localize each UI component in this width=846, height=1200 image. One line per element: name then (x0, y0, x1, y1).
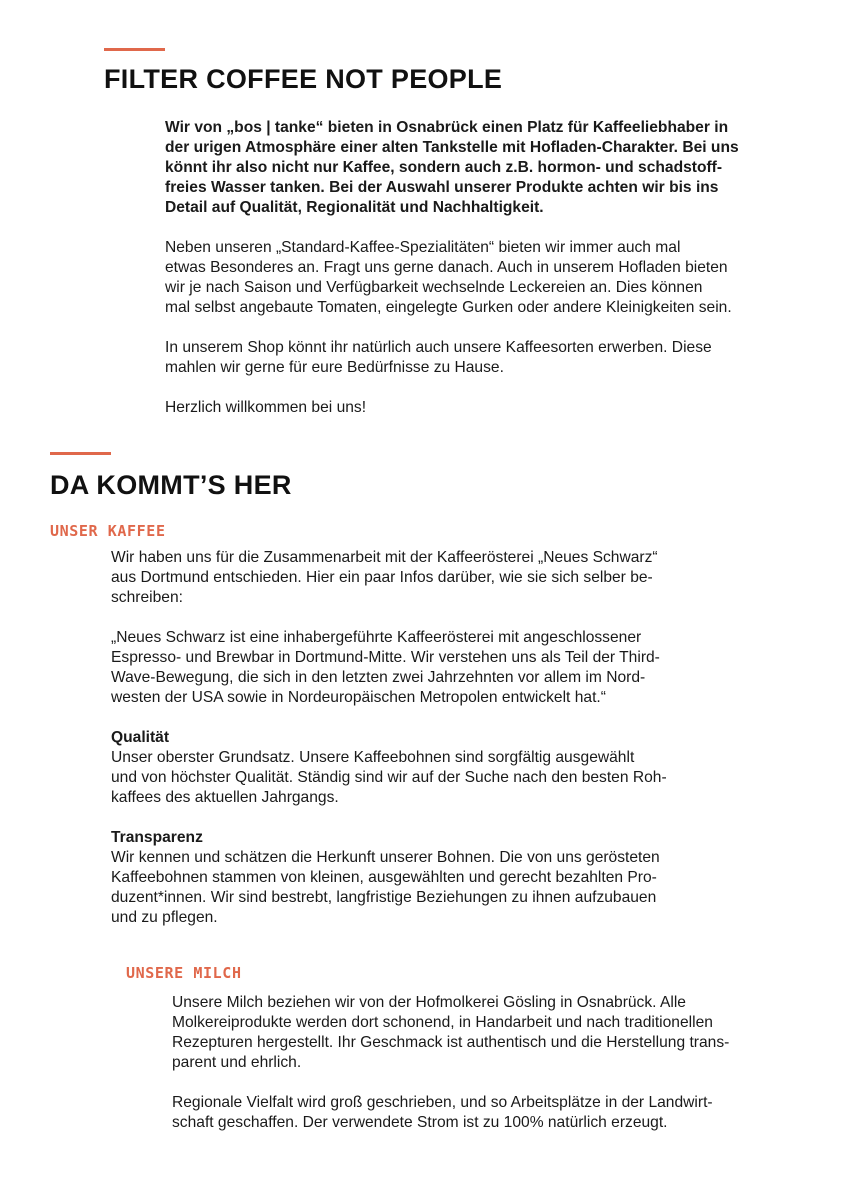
welcome-paragraph: Herzlich willkommen bei uns! (165, 399, 367, 416)
roastery-quote: „Neues Schwarz ist eine inhabergeführte Kaffeerösterei mit angeschlossener Espresso- und Brewbar in Dortmund-Mitte. Wir verstehen uns als Teil der Third- Wave-Bewegung, die sich in den letzten zwei Jahrzehnten vor allem im Nord- westen der USA sowie in Nordeuropäischen Metropolen entwickelt hat.“ (111, 629, 660, 706)
shop-paragraph: In unserem Shop könnt ihr natürlich auch unsere Kaffeesorten erwerben. Diese mahlen wir gerne für eure Bedürfnisse zu Hause. (165, 339, 712, 376)
section2-accent-line (50, 452, 111, 455)
milk-paragraph-1: Unsere Milch beziehen wir von der Hofmolkerei Gösling in Osnabrück. Alle Molkereiprodukte werden dort schonend, in Handarbeit und nach traditionellen Rezepturen hergestellt. Ihr Geschmack ist authentisch und die Herstellung trans- parent und ehrlich. (172, 994, 730, 1071)
quality-heading: Qualität (111, 729, 170, 746)
transparency-heading: Transparenz (111, 829, 203, 846)
coffee-body (111, 548, 667, 928)
intro-paragraph: Wir von „bos | tanke“ bieten in Osnabrück einen Platz für Kaffeeliebhaber in der urigen Atmosphäre einer alten Tankstelle mit Hofladen-Charakter. Bei uns könnt ihr also nicht nur Kaffee, sondern auch z.B. hormon- und schadstoff- freies Wasser tanken. Bei der Auswahl unserer Produkte achten wir bis ins Detail auf Qualität, Regionalität und Nachhaltigkeit. (165, 119, 739, 216)
quality-paragraph: Qualität Unser oberster Grundsatz. Unsere Kaffeebohnen sind sorgfältig ausgewählt und von höchster Qualität. Ständig sind wir auf der Suche nach den besten Roh- kaffees des aktuellen Jahrgangs. (111, 729, 667, 806)
section1-body (165, 118, 739, 418)
coffee-heading: UNSER KAFFEE (50, 522, 166, 540)
specialties-paragraph: Neben unseren „Standard-Kaffee-Spezialitäten“ bieten wir immer auch mal etwas Besonderes an. Fragt uns gerne danach. Auch in unserem Hofladen bieten wir je nach Saison und Verfügbarkeit wechselnde Leckereien an. Dies können mal selbst angebaute Tomaten, eingelegte Gurken oder andere Kleinigkeiten sein. (165, 239, 732, 316)
milk-body (172, 993, 729, 1133)
section1-title: FILTER COFFEE NOT PEOPLE (104, 64, 503, 94)
milk-paragraph-2: Regionale Vielfalt wird groß geschrieben, und so Arbeitsplätze in der Landwirt- schaft geschaffen. Der verwendete Strom ist zu 100% natürlich erzeugt. (172, 1094, 713, 1131)
section2-title: DA KOMMT’S HER (50, 470, 292, 500)
transparency-paragraph: Transparenz Wir kennen und schätzen die Herkunft unserer Bohnen. Die von uns gerösteten Kaffeebohnen stammen von kleinen, ausgewählten und gerecht bezahlten Pro- duzent*innen. Wir sind bestrebt, langfristige Beziehungen zu ihnen aufzubauen und zu pflegen. (111, 828, 667, 928)
section1-accent-line (104, 48, 165, 51)
coffee-intro-paragraph: Wir haben uns für die Zusammenarbeit mit der Kaffeerösterei „Neues Schwarz“ aus Dortmund entschieden. Hier ein paar Infos darüber, wie sie sich selber be- schreiben: (111, 549, 658, 606)
milk-heading: UNSERE MILCH (126, 964, 242, 982)
